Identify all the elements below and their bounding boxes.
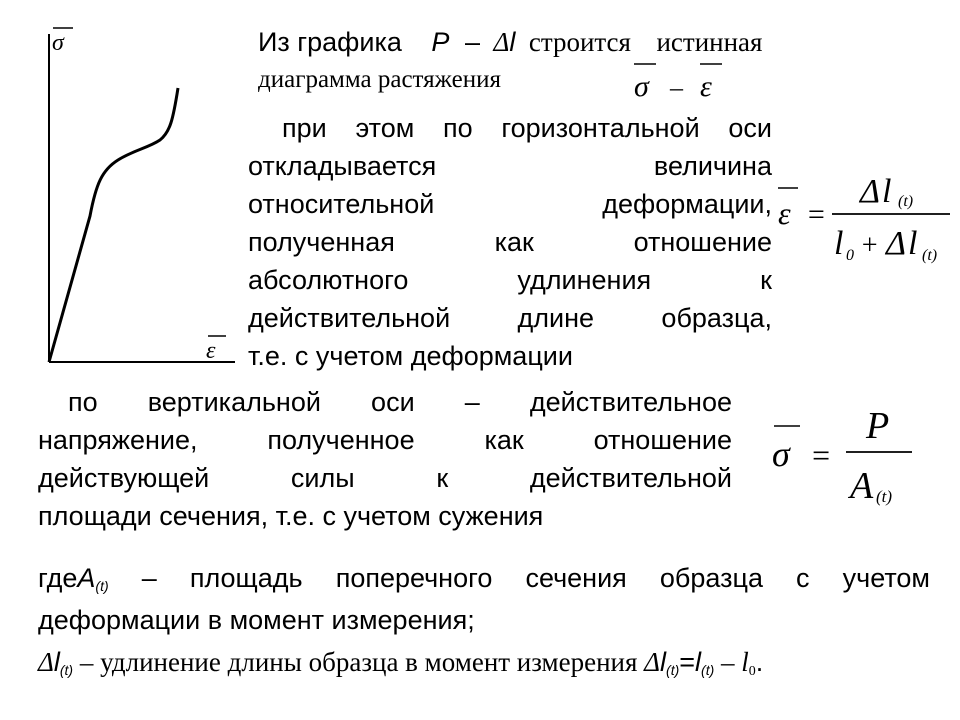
stress-paragraph: [38, 384, 732, 534]
strain-line-6: действительной длине образца,: [248, 303, 772, 333]
strain-line-7: т.е. с учетом деформации: [248, 341, 573, 371]
intro-l: l: [509, 27, 516, 57]
sigma-symbol: σ: [772, 434, 790, 474]
eps-equals: =: [806, 198, 827, 231]
def3-sub2: (t): [666, 662, 680, 678]
definitions: [38, 560, 930, 700]
strain-line-3: относительной деформации,: [248, 189, 772, 219]
num-sub: (t): [898, 193, 914, 210]
intro-part3: истинная: [656, 27, 763, 57]
def3-delta2: Δ: [644, 647, 661, 677]
intro-delta: Δ: [493, 27, 510, 57]
den-sub: (t): [922, 247, 938, 264]
def3-minus: –: [714, 647, 742, 677]
intro-line2: диаграмма растяжения: [258, 66, 501, 93]
den-plus: +: [860, 230, 879, 261]
def3-l2: l: [660, 647, 667, 677]
def-prefix: где: [38, 563, 78, 593]
def-line1-rest: – площадь поперечного сечения образца с учетом: [108, 563, 930, 593]
intro-part1: Из графика: [258, 27, 402, 57]
def-A: A: [77, 563, 96, 593]
true-diagram-curve: [49, 88, 178, 362]
stress-line-4: площади сечения, т.е. с учетом сужения: [38, 501, 544, 531]
strain-paragraph: [248, 110, 772, 380]
strain-line-5: абсолютного удлинения к: [248, 265, 772, 295]
def3-sub: (t): [59, 662, 74, 678]
sigma-equals: =: [810, 437, 832, 473]
intro-P: P: [431, 27, 450, 57]
stress-line-2: напряжение, полученное как отношение: [38, 425, 732, 455]
def3-dot: .: [755, 647, 764, 677]
def3-sub0: 0: [748, 664, 756, 679]
intro-dash: –: [464, 27, 480, 57]
intro-eps: ε: [700, 70, 712, 103]
def3-l0: l: [741, 647, 749, 677]
strain-line-2: откладывается величина: [248, 151, 772, 181]
stress-den: A: [850, 465, 874, 507]
stress-den-sub: (t): [876, 487, 893, 506]
def3-l3: l: [695, 647, 702, 677]
definition-line-2: деформации в момент измерения;: [38, 605, 475, 635]
strain-line-4: полученная как отношение: [248, 227, 772, 257]
intro-part2: строится: [528, 27, 631, 57]
num-delta: Δ: [860, 173, 880, 210]
strain-line-1: при этом по горизонтальной оси: [282, 113, 772, 143]
stress-line-3: действующей силы к действительной: [38, 463, 732, 493]
den-0: 0: [846, 247, 854, 264]
def3-sub3: (t): [701, 662, 715, 678]
eps-symbol: ε: [778, 195, 791, 231]
def3-l: l: [53, 647, 60, 677]
definition-line-1: [38, 560, 930, 604]
stress-num: P: [866, 405, 890, 447]
stress-line-1: по вертикальной оси – действительное: [68, 387, 732, 417]
x-axis-label: ε: [206, 338, 216, 364]
den-l: l: [908, 225, 918, 262]
def3-text: – удлинение длины образца в момент измерения: [73, 647, 645, 677]
intro-formula: [630, 52, 740, 112]
graph-svg: [30, 20, 240, 370]
stress-strain-graph: [30, 20, 240, 370]
intro-minus: –: [670, 73, 683, 102]
def-A-sub: (t): [95, 578, 109, 594]
y-axis-label: σ: [52, 30, 64, 56]
stress-formula: [766, 394, 926, 520]
intro-sigma: σ: [634, 70, 649, 103]
den-l0: l: [834, 225, 844, 262]
def3-delta: Δ: [38, 647, 54, 677]
strain-formula: [770, 162, 960, 280]
def3-eq: =: [679, 647, 696, 677]
num-l: l: [882, 173, 892, 210]
definition-line-3: [38, 644, 930, 690]
den-delta: Δ: [886, 225, 906, 262]
